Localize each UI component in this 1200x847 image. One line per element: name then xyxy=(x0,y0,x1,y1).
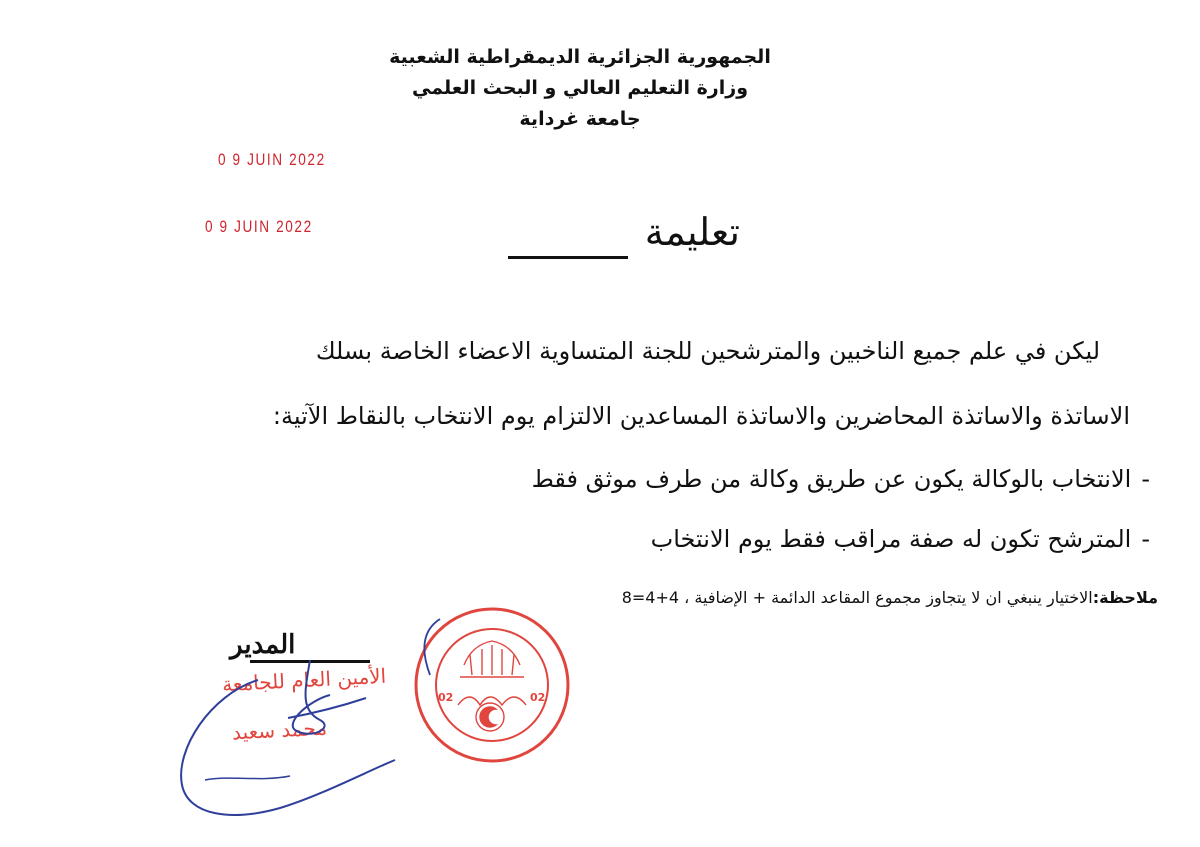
seal-number: 02 xyxy=(530,691,546,704)
document-header xyxy=(360,42,800,135)
header-ministry-line: وزارة التعليم العالي و البحث العلمي xyxy=(412,77,748,99)
university-seal xyxy=(410,605,580,765)
document-title: تعليمة xyxy=(644,210,740,254)
list-item xyxy=(532,465,1150,493)
official-stamp-text: محمد سعيد xyxy=(231,715,328,745)
paragraph-line: ليكن في علم جميع الناخبين والمترشحين للجنة المتساوية الاعضاء الخاصة بسلك xyxy=(315,337,1100,365)
bullet-dash: - xyxy=(1141,465,1150,493)
seal-number: 02 xyxy=(438,691,454,704)
signatory-title: المدير xyxy=(230,630,296,660)
bullet-dash: - xyxy=(1141,525,1150,553)
document-title-block xyxy=(470,210,740,270)
header-republic-line: الجمهورية الجزائرية الديمقراطية الشعبية xyxy=(389,46,771,68)
title-underline xyxy=(508,256,628,259)
note-text: الاختيار ينبغي ان لا يتجاوز مجموع المقاعد الدائمة + الإضافية ، 4+4=8 xyxy=(621,588,1093,607)
date-stamp: 0 9 JUIN 2022 xyxy=(218,150,326,169)
note xyxy=(622,588,1158,607)
signature-scribble xyxy=(170,600,410,830)
official-stamp-text: الأمين العام للجامعة xyxy=(221,663,387,697)
note-label: ملاحظة: xyxy=(1092,588,1158,607)
list-item xyxy=(651,525,1150,553)
list-item-text: المترشح تكون له صفة مراقب فقط يوم الانتخاب xyxy=(650,525,1132,553)
paragraph-line: الاساتذة والاساتذة المحاضرين والاساتذة المساعدين الالتزام يوم الانتخاب بالنقاط الآتية: xyxy=(272,402,1130,430)
header-university-line: جامعة غرداية xyxy=(519,108,641,130)
date-stamp: 0 9 JUIN 2022 xyxy=(205,217,313,236)
list-item-text: الانتخاب بالوكالة يكون عن طريق وكالة من طرف موثق فقط xyxy=(531,465,1132,493)
